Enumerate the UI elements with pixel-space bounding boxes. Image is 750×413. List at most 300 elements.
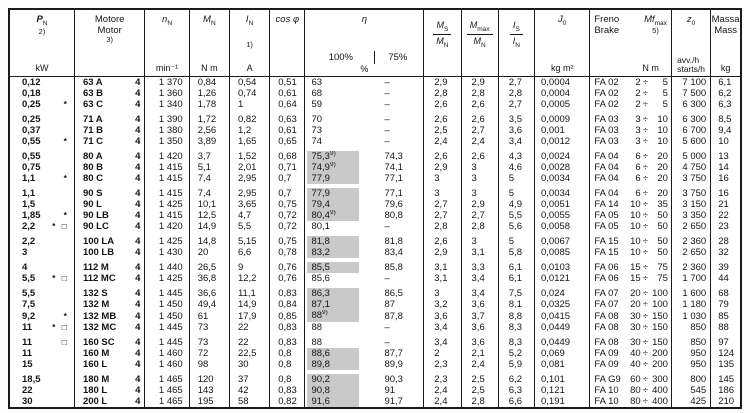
- cell-current: 37: [229, 374, 269, 385]
- cell-cosphi: 0,72: [270, 221, 305, 232]
- table-row: [9, 322, 741, 333]
- cell-ms-ratio: 2,6: [424, 99, 461, 110]
- cell-starts: 850: [671, 322, 710, 333]
- cell-mmax-ratio: 2,7: [461, 210, 498, 221]
- cell-speed: 1 420: [145, 151, 189, 162]
- cell-motor: 80 B 4: [74, 162, 144, 173]
- cell-speed: 1 465: [145, 396, 189, 408]
- cell-eff-100: 77,9: [305, 188, 375, 199]
- cell-mass: 16: [718, 188, 729, 200]
- cell-mass: 186: [718, 384, 735, 396]
- cell-current: 17,9: [229, 310, 269, 321]
- cell-mass: 6,3: [718, 99, 732, 110]
- cell-starts: 6 300: [671, 114, 710, 125]
- cell-mmax-ratio: 2,4: [461, 136, 498, 147]
- cell-cosphi: 0,76: [270, 262, 305, 273]
- cell-power: 1,5: [9, 199, 74, 210]
- cell-brake: FA 03 3 ÷ 10: [590, 114, 672, 125]
- table-header: [9, 9, 741, 77]
- cell-motor: 132 MB 4: [74, 310, 144, 321]
- cell-power: 0,25: [9, 114, 74, 125]
- cell-motor: 63 B 4: [74, 88, 144, 99]
- cell-torque: 3,89: [189, 136, 229, 147]
- cell-power: 7,5: [9, 299, 74, 310]
- cell-eff-75: 90,3: [375, 374, 423, 385]
- motor-spec-table: [8, 8, 742, 409]
- cell-mmax-ratio: 3,1: [461, 247, 498, 258]
- cell-mass: 79: [718, 299, 729, 311]
- cell-cosphi: 0,7: [270, 188, 305, 199]
- cell-mmax-ratio: 3,6: [461, 299, 498, 310]
- cell-brake: FA 07 20 ÷ 100: [590, 299, 672, 310]
- cell-ms-ratio: 2,6: [424, 114, 461, 125]
- cell-is-ratio: 5,9: [498, 359, 534, 370]
- cell-power: 1,1: [9, 188, 74, 199]
- cell-ms-ratio: 2,4: [424, 136, 461, 147]
- cell-motor: 112 M 4: [74, 262, 144, 273]
- cell-eff-100: 59: [311, 99, 323, 110]
- cell-eff-100: 81,8: [305, 236, 375, 247]
- cell-cosphi: 0,61: [270, 88, 305, 99]
- cell-mmax-ratio: 3,6: [461, 322, 498, 333]
- cell-speed: 1 450: [145, 299, 189, 310]
- cell-starts: 2 650: [671, 221, 710, 232]
- cell-brake: FA 09 40 ÷ 200: [590, 359, 672, 370]
- cell-cosphi: 0,76: [270, 273, 305, 284]
- cell-eff-75: 87,7: [375, 348, 423, 359]
- cell-is-ratio: 8,8: [498, 310, 534, 321]
- cell-is-ratio: 5: [498, 188, 534, 199]
- cell-ms-ratio: 3: [424, 188, 461, 199]
- cell-eff-100: 80,1: [311, 221, 330, 233]
- cell-brake: FA 02 2 ÷ 5: [590, 99, 672, 110]
- cell-power: 15: [9, 359, 74, 370]
- cell-eff-100: 85,5: [305, 262, 375, 273]
- cell-motor: 132 S 4: [74, 288, 144, 299]
- cell-brake: FA 08 30 ÷ 150: [590, 322, 672, 333]
- cell-eff-100: 70: [311, 114, 323, 125]
- cell-eff-75: 79,6: [375, 199, 423, 210]
- cell-power: 0,12: [9, 77, 74, 89]
- cell-eff-100: 85,6: [311, 273, 330, 285]
- cell-inertia: 0,001: [535, 125, 590, 136]
- cell-mmax-ratio: 3,3: [461, 262, 498, 273]
- cell-cosphi: 0,8: [270, 359, 305, 370]
- cell-mass: 88: [718, 321, 729, 333]
- cell-power: 11 * □: [9, 322, 74, 333]
- cell-eff-100: 86,3: [305, 288, 375, 299]
- cell-current: 11,1: [229, 288, 269, 299]
- cell-starts: 7 500: [671, 88, 710, 99]
- cell-eff-100: 68: [311, 88, 323, 99]
- col-header-brake: Freno Brake $Mf_{max}$ 5) N m: [590, 9, 672, 77]
- cell-current: 5,15: [229, 236, 269, 247]
- cell-power: 1,85 *: [9, 210, 74, 221]
- cell-starts: 5 000: [671, 151, 710, 162]
- cell-ms-ratio: 2,4: [424, 385, 461, 396]
- cell-is-ratio: 6,6: [498, 396, 534, 408]
- cell-brake: FA 04 6 ÷ 20: [590, 188, 672, 199]
- cell-torque: 7,4: [189, 173, 229, 184]
- cell-speed: 1 415: [145, 210, 189, 221]
- cell-motor: 90 S 4: [74, 188, 144, 199]
- cell-brake: FA 08 30 ÷ 150: [590, 337, 672, 348]
- cell-speed: 1 360: [145, 88, 189, 99]
- cell-speed: 1 425: [145, 236, 189, 247]
- table-row: [9, 77, 741, 89]
- cell-cosphi: 0,65: [270, 136, 305, 147]
- cell-current: 3,65: [229, 199, 269, 210]
- cell-mmax-ratio: 3,4: [461, 288, 498, 299]
- cell-inertia: 0,0103: [535, 262, 590, 273]
- cell-eff-100: 79,4: [305, 199, 375, 210]
- cell-inertia: 0,101: [535, 374, 590, 385]
- cell-is-ratio: 4,6: [498, 162, 534, 173]
- cell-starts: 2 360: [671, 236, 710, 247]
- cell-is-ratio: 6,1: [498, 262, 534, 273]
- cell-ms-ratio: 2,5: [424, 125, 461, 136]
- cell-cosphi: 0,8: [270, 374, 305, 385]
- cell-brake: FA 06 15 ÷ 75: [590, 262, 672, 273]
- cell-cosphi: 0,83: [270, 337, 305, 348]
- cell-torque: 0,84: [189, 77, 229, 89]
- cell-ms-ratio: 2,9: [424, 162, 461, 173]
- cell-power: 11: [9, 348, 74, 359]
- cell-brake: FA 10 80 ÷ 400: [590, 396, 672, 408]
- cell-mass: 8,5: [718, 114, 732, 125]
- cell-motor: 71 B 4: [74, 125, 144, 136]
- cell-cosphi: 0,78: [270, 247, 305, 258]
- cell-power: 2,2: [9, 236, 74, 247]
- cell-inertia: 0,0051: [535, 199, 590, 210]
- cell-inertia: 0,0121: [535, 273, 590, 284]
- cell-current: 6,6: [229, 247, 269, 258]
- cell-speed: 1 465: [145, 374, 189, 385]
- cell-mmax-ratio: 3: [461, 162, 498, 173]
- cell-eff-75: 87: [375, 299, 423, 310]
- cell-speed: 1 460: [145, 359, 189, 370]
- cell-speed: 1 420: [145, 221, 189, 232]
- cell-starts: 3 750: [671, 188, 710, 199]
- table-row: [9, 262, 741, 273]
- table-row: [9, 247, 741, 258]
- cell-inertia: 0,0012: [535, 136, 590, 147]
- cell-eff-75: 89,9: [375, 359, 423, 370]
- cell-is-ratio: 5,2: [498, 348, 534, 359]
- cell-cosphi: 0,64: [270, 99, 305, 110]
- cell-brake: FA 05 10 ÷ 50: [590, 221, 672, 232]
- table-row: [9, 99, 741, 110]
- cell-starts: 950: [671, 359, 710, 370]
- table-row: [9, 273, 741, 284]
- cell-current: 1,65: [229, 136, 269, 147]
- cell-motor: 132 MC 4: [74, 322, 144, 333]
- cell-brake: FA 14 10 ÷ 35: [590, 199, 672, 210]
- cell-inertia: 0,0449: [535, 337, 590, 348]
- cell-eff-75: 74,1: [375, 162, 423, 173]
- cell-current: 1,2: [229, 125, 269, 136]
- cell-current: 22: [229, 322, 269, 333]
- cell-starts: 425: [671, 396, 710, 408]
- cell-eff-100: 87,1: [305, 299, 375, 310]
- cell-eff-75: –: [375, 88, 423, 99]
- cell-speed: 1 380: [145, 125, 189, 136]
- cell-motor: 160 L 4: [74, 359, 144, 370]
- cell-mass: 22: [718, 210, 729, 222]
- cell-power: 0,55: [9, 151, 74, 162]
- cell-brake: FA 02 2 ÷ 5: [590, 77, 672, 89]
- cell-power: 0,25 *: [9, 99, 74, 110]
- cell-torque: 195: [189, 396, 229, 408]
- table-row: [9, 199, 741, 210]
- cell-motor: 100 LB 4: [74, 247, 144, 258]
- cell-mmax-ratio: 2,5: [461, 374, 498, 385]
- table-row: [9, 337, 741, 348]
- cell-eff-75: –: [375, 273, 423, 284]
- cell-mmax-ratio: 3,4: [461, 273, 498, 284]
- cell-ms-ratio: 3,4: [424, 322, 461, 333]
- cell-mass: 135: [718, 358, 735, 370]
- cell-eff-75: 74,3: [375, 151, 423, 162]
- cell-is-ratio: 2,8: [498, 88, 534, 99]
- cell-speed: 1 445: [145, 288, 189, 299]
- cell-torque: 1,72: [189, 114, 229, 125]
- cell-starts: 6 300: [671, 99, 710, 110]
- spec-table-body: [9, 77, 741, 408]
- cell-power: 1,1 *: [9, 173, 74, 184]
- cell-motor: 112 MC 4: [74, 273, 144, 284]
- cell-eff-100: 80,4$^{9)}$: [305, 210, 375, 221]
- cell-is-ratio: 5: [498, 173, 534, 184]
- cell-ms-ratio: 2,4: [424, 396, 461, 408]
- cell-current: 1: [229, 99, 269, 110]
- cell-inertia: 0,191: [535, 396, 590, 408]
- cell-brake: FA 03 3 ÷ 10: [590, 136, 672, 147]
- cell-starts: 5 600: [671, 136, 710, 147]
- cell-current: 14,9: [229, 299, 269, 310]
- cell-motor: 180 M 4: [74, 374, 144, 385]
- cell-power: 5,5 * □: [9, 273, 74, 284]
- table-row: [9, 188, 741, 199]
- cell-torque: 49,4: [189, 299, 229, 310]
- cell-starts: 3 750: [671, 173, 710, 184]
- cell-speed: 1 340: [145, 99, 189, 110]
- cell-speed: 1 450: [145, 310, 189, 321]
- cell-brake: FA 15 10 ÷ 50: [590, 247, 672, 258]
- cell-motor: 160 SC 4: [74, 337, 144, 348]
- cell-speed: 1 415: [145, 173, 189, 184]
- cell-brake: FA 15 10 ÷ 50: [590, 236, 672, 247]
- cell-ms-ratio: 3,2: [424, 299, 461, 310]
- cell-power: 2,2 * □: [9, 221, 74, 232]
- cell-is-ratio: 4,9: [498, 199, 534, 210]
- cell-mmax-ratio: 2,8: [461, 396, 498, 408]
- cell-cosphi: 0,82: [270, 396, 305, 408]
- cell-speed: 1 445: [145, 337, 189, 348]
- cell-mass: 21: [718, 199, 729, 211]
- cell-cosphi: 0,8: [270, 348, 305, 359]
- cell-torque: 14,9: [189, 221, 229, 232]
- cell-motor: 90 LB 4: [74, 210, 144, 221]
- cell-power: 3: [9, 247, 74, 258]
- cell-ms-ratio: 2: [424, 348, 461, 359]
- cell-torque: 72: [189, 348, 229, 359]
- cell-speed: 1 350: [145, 136, 189, 147]
- cell-current: 4,7: [229, 210, 269, 221]
- cell-is-ratio: 5,5: [498, 210, 534, 221]
- cell-starts: 6 700: [671, 125, 710, 136]
- cell-eff-75: 86,5: [375, 288, 423, 299]
- cell-current: 0,54: [229, 77, 269, 89]
- cell-torque: 10,1: [189, 199, 229, 210]
- cell-motor: 71 A 4: [74, 114, 144, 125]
- cell-current: 0,82: [229, 114, 269, 125]
- table-row: [9, 151, 741, 162]
- cell-cosphi: 0,83: [270, 322, 305, 333]
- cell-brake: FA 04 6 ÷ 20: [590, 173, 672, 184]
- table-row: [9, 125, 741, 136]
- table-row: [9, 310, 741, 321]
- cell-inertia: 0,0055: [535, 210, 590, 221]
- cell-is-ratio: 3,5: [498, 114, 534, 125]
- cell-mass: 39: [718, 262, 729, 274]
- col-header-mass: Massa Mass kg: [711, 9, 741, 77]
- cell-ms-ratio: 2,9: [424, 77, 461, 89]
- cell-current: 12,2: [229, 273, 269, 284]
- cell-brake: FA 04 6 ÷ 20: [590, 162, 672, 173]
- cell-brake: FA 10 80 ÷ 400: [590, 385, 672, 396]
- cell-mmax-ratio: 2,7: [461, 125, 498, 136]
- cell-torque: 120: [189, 374, 229, 385]
- cell-speed: 1 415: [145, 188, 189, 199]
- cell-inertia: 0,081: [535, 359, 590, 370]
- cell-is-ratio: 3,4: [498, 136, 534, 147]
- col-header-cosphi: cos φ: [270, 9, 305, 77]
- col-header-efficiency: η 100% 75% %: [305, 9, 424, 77]
- cell-power: 22: [9, 385, 74, 396]
- cell-mass: 28: [718, 236, 729, 248]
- cell-ms-ratio: 3: [424, 288, 461, 299]
- cell-brake: FA G9 60 ÷ 300: [590, 374, 672, 385]
- cell-torque: 1,26: [189, 88, 229, 99]
- cell-motor: 80 C 4: [74, 173, 144, 184]
- cell-inertia: 0,0067: [535, 236, 590, 247]
- col-header-power: $P_N$ 2) kW: [9, 9, 74, 77]
- col-header-mmax-ratio: $\frac{M_{max}}{M_N}$: [461, 9, 498, 77]
- cell-is-ratio: 6,2: [498, 374, 534, 385]
- cell-inertia: 0,121: [535, 385, 590, 396]
- cell-cosphi: 0,7: [270, 173, 305, 184]
- cell-is-ratio: 8,3: [498, 337, 534, 348]
- cell-inertia: 0,0058: [535, 221, 590, 232]
- cell-eff-75: 91: [375, 385, 423, 396]
- cell-power: 0,55 *: [9, 136, 74, 147]
- cell-brake: FA 09 40 ÷ 200: [590, 348, 672, 359]
- cell-mass: 6,2: [718, 88, 732, 99]
- cell-torque: 5,1: [189, 162, 229, 173]
- cell-speed: 1 430: [145, 247, 189, 258]
- table-row: [9, 299, 741, 310]
- cell-is-ratio: 7,5: [498, 288, 534, 299]
- cell-torque: 26,5: [189, 262, 229, 273]
- cell-motor: 132 M 4: [74, 299, 144, 310]
- table-row: [9, 359, 741, 370]
- table-row: [9, 221, 741, 232]
- cell-eff-100: 74,9$^{9)}$: [305, 162, 375, 173]
- cell-speed: 1 445: [145, 322, 189, 333]
- cell-power: 9,2 *: [9, 310, 74, 321]
- cell-inertia: 0,0415: [535, 310, 590, 321]
- cell-eff-100: 77,9: [305, 173, 375, 184]
- cell-inertia: 0,0009: [535, 114, 590, 125]
- cell-is-ratio: 5,6: [498, 221, 534, 232]
- table-row: [9, 348, 741, 359]
- cell-torque: 14,8: [189, 236, 229, 247]
- cell-mmax-ratio: 2,6: [461, 114, 498, 125]
- cell-torque: 7,4: [189, 188, 229, 199]
- cell-eff-75: –: [375, 337, 423, 348]
- cell-ms-ratio: 2,8: [424, 88, 461, 99]
- cell-mmax-ratio: 2,8: [461, 221, 498, 232]
- cell-eff-75: 81,8: [375, 236, 423, 247]
- cell-cosphi: 0,61: [270, 125, 305, 136]
- cell-is-ratio: 4,3: [498, 151, 534, 162]
- cell-eff-75: 91,7: [375, 396, 423, 408]
- cell-eff-75: 77,1: [375, 173, 423, 184]
- cell-current: 1,52: [229, 151, 269, 162]
- cell-mmax-ratio: 2,6: [461, 99, 498, 110]
- cell-motor: 71 C 4: [74, 136, 144, 147]
- cell-cosphi: 0,71: [270, 162, 305, 173]
- cell-brake: FA 03 3 ÷ 10: [590, 125, 672, 136]
- col-header-inertia: $J_0$ kg m²: [535, 9, 590, 77]
- cell-eff-100: 90,2: [305, 374, 375, 385]
- cell-starts: 1 700: [671, 273, 710, 284]
- cell-brake: FA 04 6 ÷ 20: [590, 151, 672, 162]
- cell-is-ratio: 2,7: [498, 77, 534, 89]
- cell-ms-ratio: 3,1: [424, 273, 461, 284]
- cell-brake: FA 06 15 ÷ 75: [590, 273, 672, 284]
- cell-eff-75: –: [375, 125, 423, 136]
- cell-starts: 2 360: [671, 262, 710, 273]
- cell-inertia: 0,0004: [535, 88, 590, 99]
- cell-eff-100: 75,3$^{9)}$: [305, 151, 375, 162]
- cell-mmax-ratio: 2,6: [461, 151, 498, 162]
- cell-mass: 68: [718, 288, 729, 300]
- table-row: [9, 236, 741, 247]
- cell-torque: 36,6: [189, 288, 229, 299]
- cell-brake: FA 07 20 ÷ 100: [590, 288, 672, 299]
- cell-cosphi: 0,85: [270, 310, 305, 321]
- cell-inertia: 0,069: [535, 348, 590, 359]
- cell-eff-75: –: [375, 99, 423, 110]
- cell-speed: 1 465: [145, 385, 189, 396]
- cell-eff-75: 77,1: [375, 188, 423, 199]
- col-header-starts: $z_0$ avv./h starts/h: [671, 9, 710, 77]
- cell-is-ratio: 3,6: [498, 125, 534, 136]
- cell-motor: 160 M 4: [74, 348, 144, 359]
- cell-power: 5,5: [9, 288, 74, 299]
- cell-speed: 1 390: [145, 114, 189, 125]
- cell-motor: 80 A 4: [74, 151, 144, 162]
- cell-current: 9: [229, 262, 269, 273]
- table-row: [9, 288, 741, 299]
- cell-power: 0,18: [9, 88, 74, 99]
- cell-mass: 145: [718, 373, 735, 385]
- cell-power: 18,5: [9, 374, 74, 385]
- cell-torque: 2,56: [189, 125, 229, 136]
- cell-starts: 1 600: [671, 288, 710, 299]
